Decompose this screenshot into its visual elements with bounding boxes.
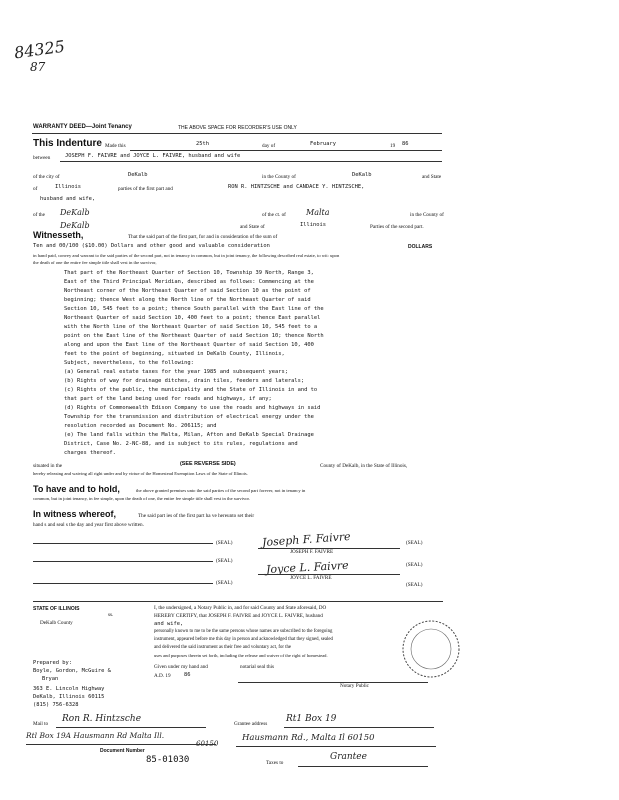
prepared-by-firm: Boyle, Gordon, McGuire & — [33, 668, 111, 674]
legal-line: beginning; thence West along the North line of the Northeast Quarter of said — [64, 297, 311, 303]
mail-to-line — [56, 727, 206, 728]
document-number: 85-01030 — [146, 755, 190, 765]
to-have-label: To have and to hold, — [33, 484, 120, 494]
made-this-label: Made this — [105, 143, 126, 149]
of-city-label: of the city of — [33, 174, 60, 180]
legal-line: (a) General real estate taxes for the year 1985 and subsequent years; — [64, 369, 288, 375]
signature-line — [33, 543, 213, 544]
legal-line: (e) The land falls within the Malta, Milan, Afton and DeKalb Special Drainage — [64, 432, 314, 438]
mail-to-zip: 60150 — [196, 740, 219, 748]
of-label: of — [33, 186, 38, 192]
prepared-by-address: 363 E. Lincoln Highway — [33, 686, 105, 692]
of-ct-label: of the ct. of — [262, 212, 286, 218]
convey-text: in hand paid, convey and warrant to the said parties of the second part, not in tenancy in common, but in joint tenancy, the following described real estate, to wit: upon — [33, 253, 340, 258]
notary-given: Given under my hand and — [154, 664, 208, 670]
legal-line: (d) Rights of Commonwealth Edison Company to use the roads and highways in said — [64, 405, 321, 411]
legal-line: (c) Rights of the public, the municipality and the State of Illinois in and to — [64, 387, 318, 393]
taxes-to-label: Taxes to — [266, 760, 284, 766]
state-of-value: Illinois — [300, 222, 326, 228]
notary-line: I, the undersigned, a Notary Public in, and for said County and State aforesaid, DO — [154, 605, 327, 611]
of-the-label: of the — [33, 212, 45, 218]
legal-line: Subject, nevertheless, to the following: — [64, 360, 194, 366]
state-of-label: and State of — [240, 224, 265, 230]
of-the-value: DeKalb — [60, 208, 90, 217]
legal-line: Township for the transmission and distribution of electrical energy under the — [64, 414, 314, 420]
legal-line: feet to the point of beginning, situated in DeKalb County, Illinois, — [64, 351, 285, 357]
grantee-address-line — [236, 746, 436, 747]
legal-line: That part of the Northeast Quarter of Section 10, Township 39 North, Range 3, — [64, 270, 314, 276]
notary-state: STATE OF ILLINOIS — [33, 606, 80, 612]
seal-label: (SEAL) — [216, 580, 233, 586]
grantee-address-line — [284, 727, 434, 728]
date-underline — [130, 150, 442, 151]
county-of-label: in the County of — [262, 174, 296, 180]
state-value: Illinois — [55, 184, 81, 190]
parties-first-label: parties of the first part and — [118, 186, 173, 192]
signer1-name: JOSEPH F. FAIVRE — [290, 549, 334, 555]
dollars-label: DOLLARS — [408, 244, 433, 250]
day-value: 25th — [196, 141, 209, 147]
legal-line: resolution recorded as Document No. 206115; and — [64, 423, 217, 429]
legal-line: Section 10, 545 feet to a point; thence South parallel with the East line of the — [64, 306, 324, 312]
in-county-value: DeKalb — [60, 221, 90, 230]
notary-line: personally known to me to be the same persons whose names are subscribed to the foregoing — [154, 629, 333, 634]
seal-label: (SEAL) — [216, 540, 233, 546]
recorder-space-label: THE ABOVE SPACE FOR RECORDER'S USE ONLY — [178, 125, 297, 131]
margin-stamp-number: 84325 — [12, 36, 66, 63]
notary-line: and delivered the said instrument as their free and voluntary act, for the — [154, 645, 292, 650]
in-witness-label: In witness whereof, — [33, 509, 117, 519]
grantors-value: JOSEPH F. FAIVRE and JOYCE L. FAIVRE, husband and wife — [65, 153, 241, 159]
in-county-label: in the County of — [410, 212, 444, 218]
notary-seal-text: notarial seal this — [240, 664, 274, 670]
prepared-by-label: Prepared by: — [33, 660, 72, 666]
seal-label: (SEAL) — [216, 558, 233, 564]
notary-ss: ss. — [108, 612, 114, 618]
prepared-by-phone: (815) 756-6328 — [33, 702, 79, 708]
prepared-by-city: DeKalb, Illinois 60115 — [33, 694, 105, 700]
notary-ad-year: 86 — [184, 672, 191, 678]
city-value: DeKalb — [128, 172, 148, 178]
mail-to-line — [26, 744, 216, 745]
grantees-value-2: husband and wife, — [40, 196, 96, 202]
legal-line: point on the East line of the Northeast Quarter of said Section 10; thence North — [64, 333, 324, 339]
to-have-text: the above granted premises unto the said parties of the second part forever, not in tenancy in — [136, 488, 306, 493]
taxes-to-line — [298, 766, 428, 767]
legal-line: Northeast Quarter of said Section 10, 400 feet to a point; thence East parallel — [64, 315, 321, 321]
mail-to-label: Mail to — [33, 721, 49, 727]
notary-public-label: Notary Public — [340, 683, 369, 689]
form-title: WARRANTY DEED—Joint Tenancy — [33, 124, 132, 130]
signature-line — [33, 561, 213, 562]
seal-label: (SEAL) — [406, 582, 423, 588]
document-number-label: Document Number — [100, 748, 145, 754]
grantors-underline — [60, 161, 442, 162]
legal-line: along and upon the East line of the Northeast Quarter of said Section 10, 400 — [64, 342, 314, 348]
signer2-signature: Joyce L. Faivre — [265, 558, 349, 577]
notary-rule — [33, 601, 443, 602]
seal-label: (SEAL) — [406, 562, 423, 568]
notary-county: DeKalb County — [40, 620, 73, 626]
grantee-address-line2: Hausmann Rd., Malta Il 60150 — [242, 733, 375, 743]
notary-line: uses and purposes therein set forth, including the release and waiver of the right of homestead. — [154, 653, 328, 658]
grantee-address-line1: Rt1 Box 19 — [286, 714, 337, 724]
signer1-signature: Joseph F. Faivre — [261, 529, 352, 550]
witnesseth-label: Witnesseth, — [33, 230, 84, 240]
grantee-address-label: Grantee address — [234, 721, 268, 727]
notary-line: HEREBY CERTIFY, that JOSEPH F. FAIVRE and JOYCE L. FAIVRE, husband — [154, 613, 323, 619]
month-value: February — [310, 141, 336, 147]
legal-line: Northeast corner of the Northeast Quarter of said Section 10 as the point of — [64, 288, 311, 294]
mail-to-address: Rtl Box 19A Hausmann Rd Malta Ill. — [26, 731, 165, 740]
taxes-to-value: Grantee — [330, 752, 367, 762]
legal-line: District, Case No. 2-NC-88, and is subject to its rules, regulations and — [64, 441, 298, 447]
signature-line — [33, 583, 213, 584]
year-prefix: 19 — [390, 143, 396, 149]
and-state-label: and State — [422, 174, 442, 180]
header-rule — [32, 133, 442, 134]
margin-page-number: 87 — [30, 60, 46, 74]
situated-label: situated in the — [33, 463, 63, 469]
notary-line: and wife, — [154, 621, 184, 627]
day-of-label: day of — [262, 143, 276, 149]
second-part-label: Parties of the second part. — [370, 224, 424, 230]
homestead-release: hereby releasing and waiving all right under and by virtue of the Homestead Exemption Laws of the State of Illinois. — [33, 471, 248, 476]
legal-line: East of the Third Principal Meridian, described as follows: Commencing at the — [64, 279, 314, 285]
legal-line: with the North line of the Northeast Quarter of said Section 10, 545 feet to a — [64, 324, 318, 330]
to-have-text-2: common, but in joint tenancy, in fee simple, upon the death of one, the entire fee simple title shall vest in the survivor. — [33, 496, 250, 501]
legal-line: that part of the land being used for roads and highways, if any; — [64, 396, 272, 402]
seal-label: (SEAL) — [406, 540, 423, 546]
notary-signature-line — [238, 682, 428, 683]
year-value: 86 — [402, 141, 409, 147]
notary-ad: A.D. 19 — [154, 673, 171, 679]
county-value: DeKalb — [352, 172, 372, 178]
situated-county: County of DeKalb, in the State of Illinois, — [320, 463, 408, 469]
signer2-name: JOYCE L. FAIVRE — [290, 575, 332, 581]
legal-line: charges thereof. — [64, 450, 116, 456]
survivor-text: the death of one the entire fee simple title shall vest in the survivor, — [33, 260, 157, 265]
in-witness-text: The said part ies of the first part ha ve hereunto set their — [138, 513, 255, 519]
notary-seal-icon — [400, 618, 462, 680]
grantees-value: RON R. HINTZSCHE and CANDACE Y. HINTZSCHE, — [228, 184, 365, 190]
notary-line: instrument, appeared before me this day in person and acknowledged that they signed, sealed — [154, 637, 333, 642]
in-witness-text-2: hand s and seal s the day and year first above written. — [33, 522, 144, 528]
see-reverse-side: (SEE REVERSE SIDE) — [180, 461, 236, 467]
legal-line: (b) Rights of way for drainage ditches, drain tiles, feeders and laterals; — [64, 378, 305, 384]
indenture-label: This Indenture — [33, 138, 102, 149]
consideration-amount: Ten and 00/100 ($10.00) Dollars and other good and valuable consideration — [33, 243, 270, 249]
prepared-by-firm-2: Bryan — [42, 676, 59, 682]
witnesseth-text: That the said part of the first part, for and in consideration of the sum of — [128, 234, 278, 240]
ct-value: Malta — [306, 208, 330, 217]
mail-to-name: Ron R. Hintzsche — [62, 714, 142, 724]
between-label: between — [33, 155, 51, 161]
